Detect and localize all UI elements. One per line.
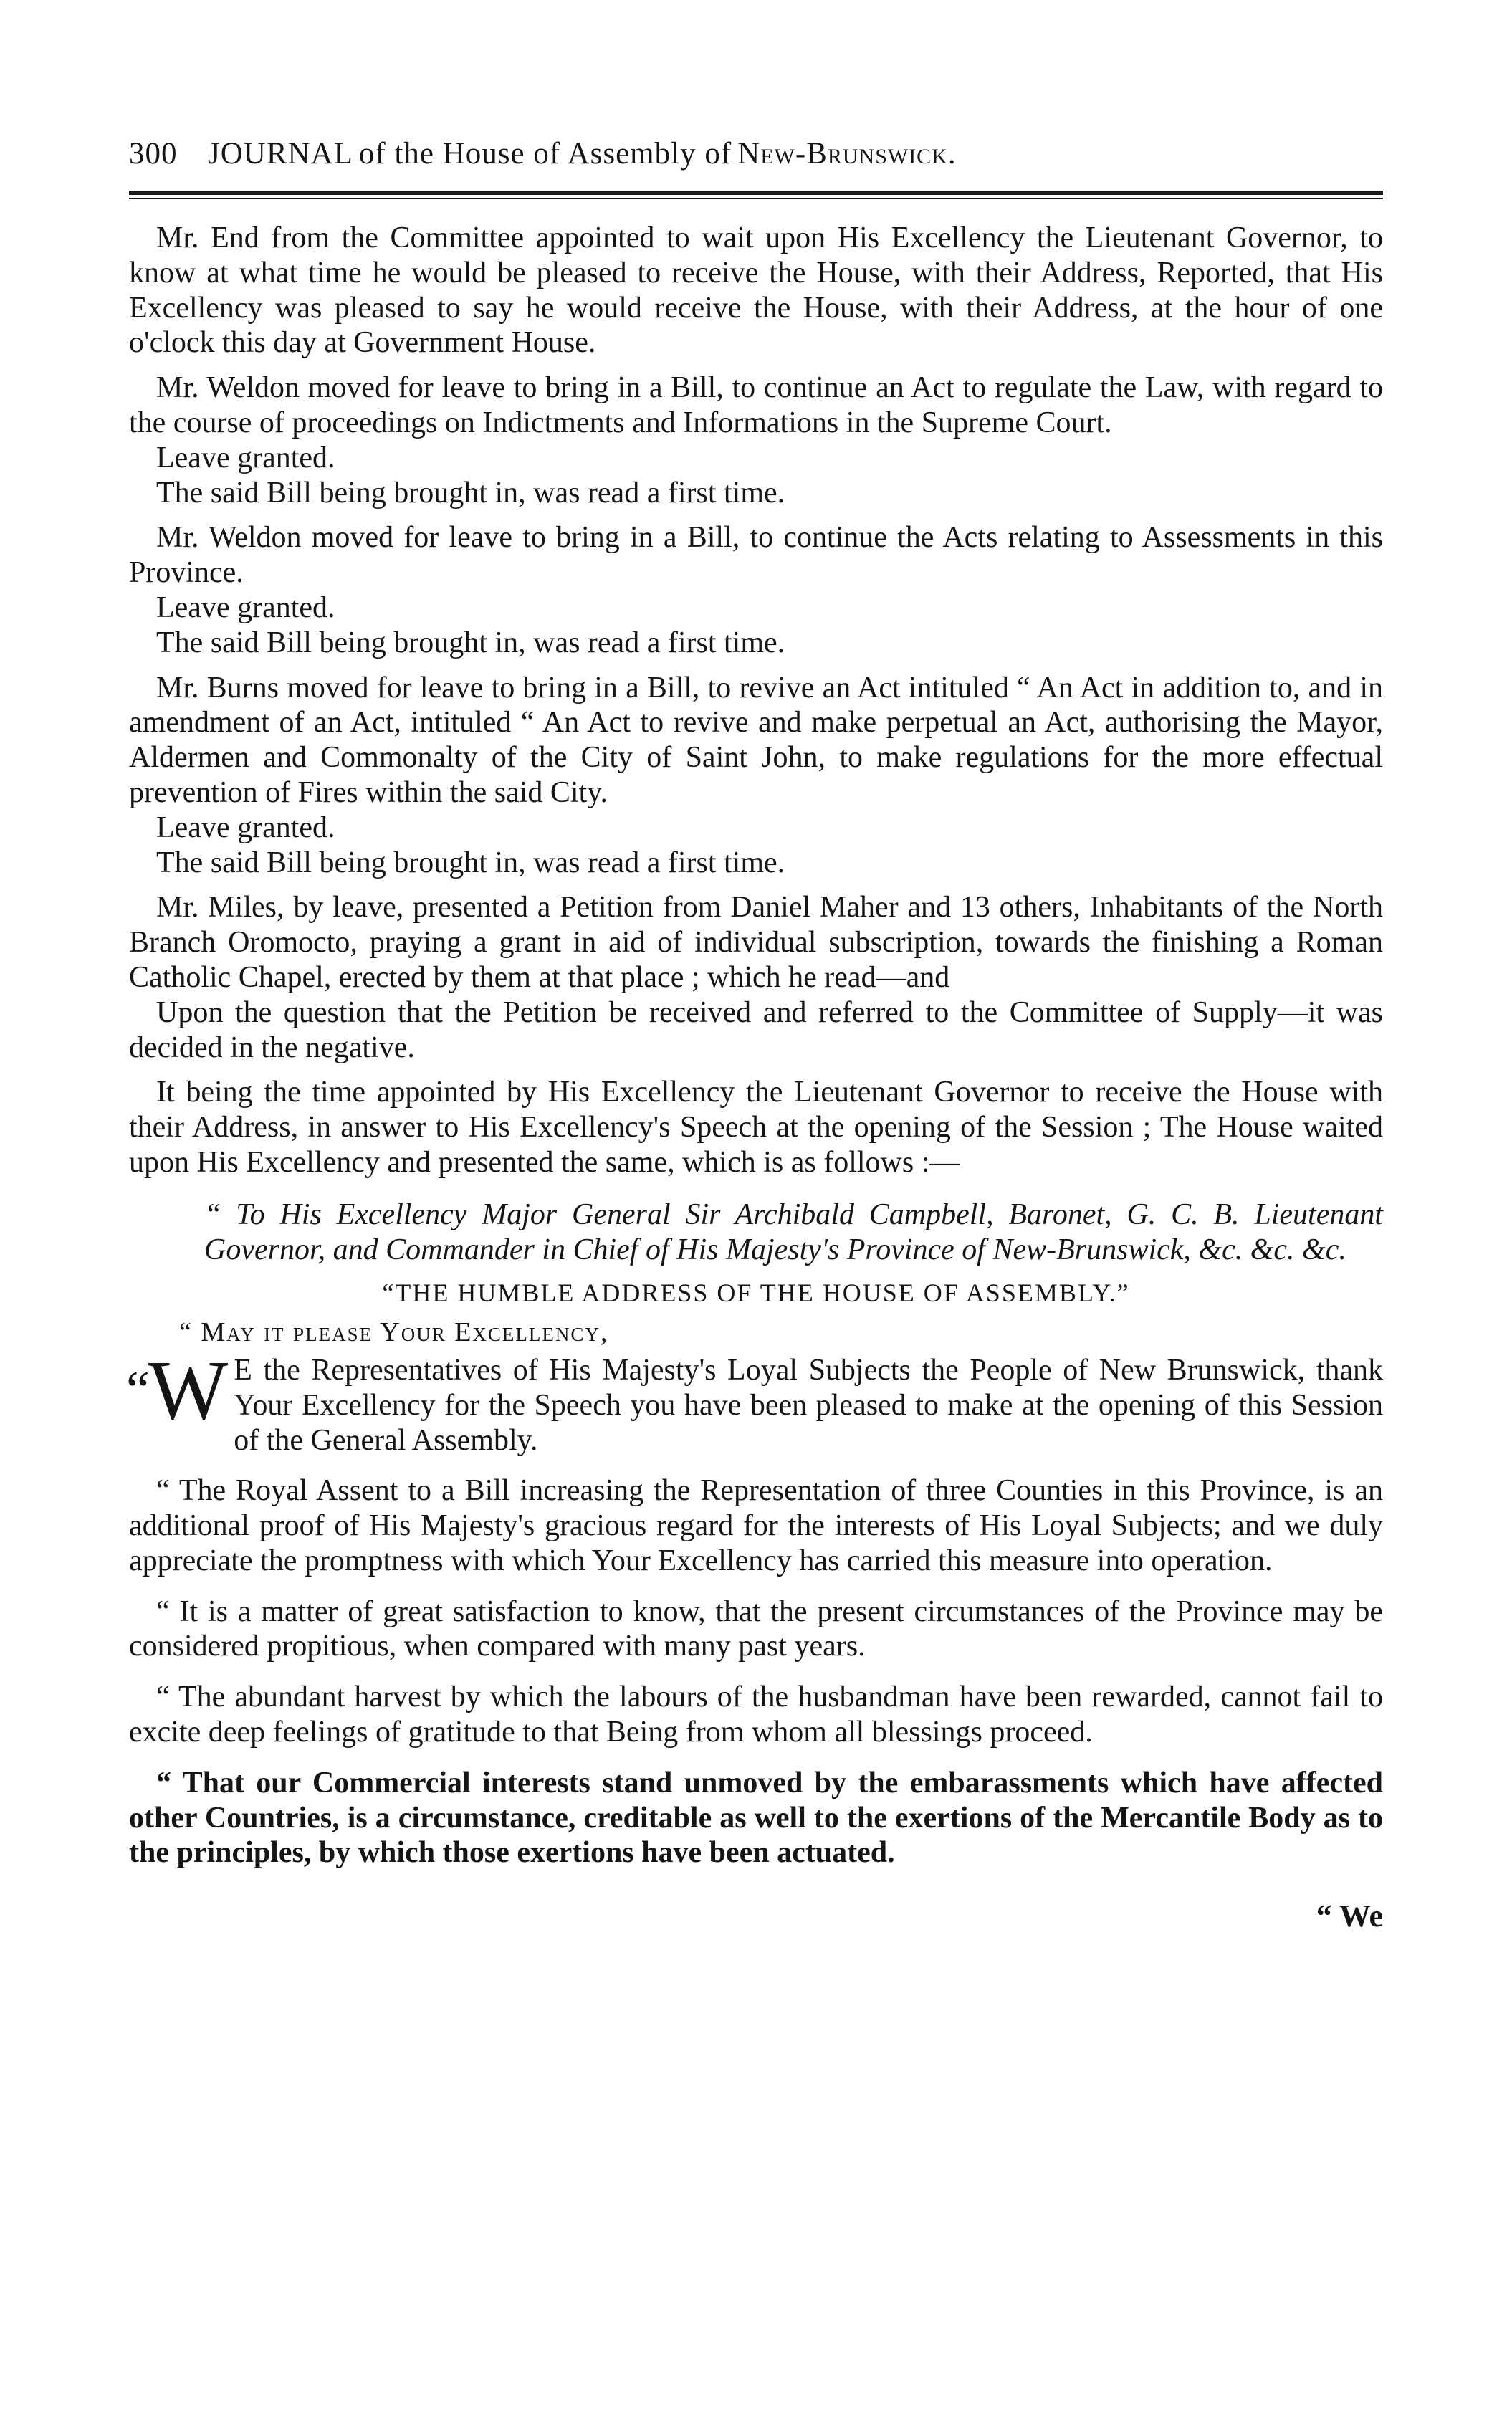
first-reading: The said Bill being brought in, was read a first time. — [156, 476, 785, 510]
address-paragraph-circumstances: “ It is a matter of great satisfaction to know, that the present circumstances of the Province may be considered propitious, when compared with many past years. — [129, 1595, 1383, 1663]
address-opening-paragraph — [126, 1342, 1383, 1458]
address-opening-text: E the Representatives of His Majesty's Loyal Subjects the People of New Brunswick, thank Your Excellency for the Speech you have been pleased to make at the opening of this Session of the General Assembly. — [234, 1353, 1383, 1457]
address-salutation: “ May it please Your Excellency, — [179, 1317, 609, 1348]
paragraph-supply-question: Upon the question that the Petition be received and referred to the Committee of Supply—it was decided in the negative. — [129, 995, 1383, 1064]
catchword: “ We — [1316, 1898, 1383, 1934]
running-header — [129, 136, 1383, 181]
header-title-journal: JOURNAL — [208, 137, 353, 171]
address-paragraph-royal-assent: “ The Royal Assent to a Bill increasing the Representation of three Counties in this Province, is an additional proof of His Majesty's gracious regard for the interests of His Loyal Subjects; and we duly appreciate the promptness with which Your Excellency has carried this measure into operation. — [129, 1474, 1383, 1577]
paragraph-burns-fires: Mr. Burns moved for leave to bring in a Bill, to revive an Act intituled “ An Act in addition to, and in amendment of an Act, intituled “ An Act to revive and make perpetual an Act, authorising the Mayor, Aldermen and Commonalty of the City of Saint John, to make regulations for the more effectual prevention of Fires within the said City. — [129, 671, 1383, 809]
paragraph-weldon-assessments: Mr. Weldon moved for leave to bring in a Bill, to continue the Acts relating to Assessments in this Province. — [129, 521, 1383, 590]
page-number: 300 — [129, 137, 178, 171]
header-title-middle: of the House of Assembly of — [358, 137, 732, 171]
address-paragraph-harvest: “ The abundant harvest by which the labours of the husbandman have been rewarded, cannot fail to excite deep feelings of gratitude to that Being from whom all blessings proceed. — [129, 1681, 1383, 1749]
address-paragraph-commercial: “ That our Commercial interests stand unmoved by the embarassments which have affected other Countries, is a circumstance, creditable as well to the exertions of the Mercantile Body as to the principles, by which those exertions have been actuated. — [129, 1766, 1383, 1870]
header-title-province: New-Brunswick. — [737, 137, 957, 171]
drop-cap: “W — [126, 1342, 229, 1437]
leave-granted: Leave granted. — [156, 811, 335, 844]
paragraph-committee-report: Mr. End from the Committee appointed to wait upon His Excellency the Lieutenant Governor, to know at what time he would be pleased to receive the House, with their Address, Reported, that His Excellency was pleased to say he would receive the House, with their Address, at the hour of one o'clock this day at Government House. — [129, 221, 1383, 360]
paragraph-address-presented: It being the time appointed by His Excellency the Lieutenant Governor to receive the House with their Address, in answer to His Excellency's Speech at the opening of the Session ; The House waited upon His Excellency and presented the same, which is as follows :— — [129, 1076, 1383, 1179]
address-heading: “THE HUMBLE ADDRESS OF THE HOUSE OF ASSEMBLY.” — [382, 1278, 1130, 1308]
header-rule-thick — [129, 191, 1383, 195]
leave-granted: Leave granted. — [156, 441, 335, 474]
paragraph-weldon-indictments: Mr. Weldon moved for leave to bring in a Bill, to continue an Act to regulate the Law, with regard to the course of proceedings on Indictments and Informations in the Supreme Court. — [129, 371, 1383, 439]
paragraph-miles-petition: Mr. Miles, by leave, presented a Petition from Daniel Maher and 13 others, Inhabitants of the North Branch Oromocto, praying a grant in aid of individual subscription, towards the finishing a Roman Catholic Chapel, erected by them at that place ; which he read—and — [129, 891, 1383, 994]
leave-granted: Leave granted. — [156, 591, 335, 624]
first-reading: The said Bill being brought in, was read a first time. — [156, 846, 785, 879]
journal-page — [126, 136, 1383, 1934]
journal-body — [126, 221, 1383, 1934]
address-recipient: “ To His Excellency Major General Sir Archibald Campbell, Baronet, G. C. B. Lieutenant Governor, and Commander in Chief of His Majesty's Province of New-Brunswick, &c. &c. &c. — [204, 1198, 1383, 1266]
header-rule-thin — [129, 198, 1383, 199]
first-reading: The said Bill being brought in, was read a first time. — [156, 626, 785, 659]
